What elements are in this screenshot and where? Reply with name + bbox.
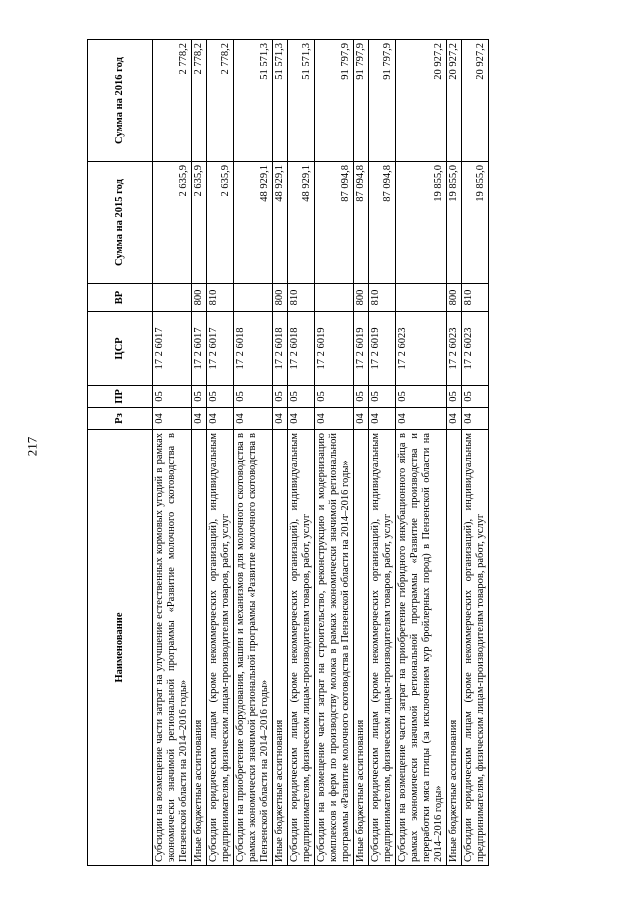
- table-row: [447, 40, 462, 866]
- row-sum-2016-cell: 2 778,2: [207, 40, 234, 162]
- row-vr-cell: 810: [288, 284, 315, 312]
- row-sum-2015-cell: 87 094,8: [354, 162, 369, 284]
- row-rz-cell: 04: [447, 408, 462, 430]
- row-pr-cell: 05: [288, 386, 315, 408]
- row-sum-2015-cell: 2 635,9: [153, 162, 192, 284]
- row-pr-cell: 05: [462, 386, 489, 408]
- row-name-cell: Иные бюджетные ассигнования: [273, 430, 288, 866]
- row-pr-cell: 05: [234, 386, 273, 408]
- table-row: [369, 40, 396, 866]
- row-rz-cell: 04: [153, 408, 192, 430]
- row-sum-2016-cell: 51 571,3: [234, 40, 273, 162]
- row-sum-2016-cell: 51 571,3: [288, 40, 315, 162]
- row-sum-2016-cell: 20 927,2: [396, 40, 447, 162]
- row-pr-cell: 05: [315, 386, 354, 408]
- row-sum-2015-cell: 48 929,1: [288, 162, 315, 284]
- row-sum-2015-cell: 19 855,0: [396, 162, 447, 284]
- row-csr-cell: 17 2 6019: [315, 312, 354, 386]
- row-pr-cell: 05: [153, 386, 192, 408]
- row-sum-2016-cell: 91 797,9: [354, 40, 369, 162]
- row-rz-cell: 04: [207, 408, 234, 430]
- row-sum-2016-cell: 91 797,9: [315, 40, 354, 162]
- row-pr-cell: 05: [192, 386, 207, 408]
- row-rz-cell: 04: [315, 408, 354, 430]
- row-csr-cell: 17 2 6018: [288, 312, 315, 386]
- row-pr-cell: 05: [447, 386, 462, 408]
- row-pr-cell: 05: [273, 386, 288, 408]
- row-vr-cell: 800: [273, 284, 288, 312]
- row-csr-cell: 17 2 6019: [354, 312, 369, 386]
- budget-table: [87, 39, 489, 866]
- row-vr-cell: [396, 284, 447, 312]
- table-row: [315, 40, 354, 866]
- row-pr-cell: 05: [369, 386, 396, 408]
- row-sum-2016-cell: 20 927,2: [447, 40, 462, 162]
- header-pr: ПР: [88, 386, 153, 408]
- row-sum-2016-cell: 2 778,2: [192, 40, 207, 162]
- row-csr-cell: 17 2 6017: [192, 312, 207, 386]
- row-name-cell: Субсидии юридическим лицам (кроме некоммерческих организаций), индивидуальным предпринимателям, физическим лицам-производителям товаров, работ, услуг: [207, 430, 234, 866]
- row-csr-cell: 17 2 6023: [396, 312, 447, 386]
- row-rz-cell: 04: [192, 408, 207, 430]
- row-rz-cell: 04: [354, 408, 369, 430]
- row-csr-cell: 17 2 6019: [369, 312, 396, 386]
- row-vr-cell: 800: [192, 284, 207, 312]
- row-name-cell: Иные бюджетные ассигнования: [447, 430, 462, 866]
- header-csr: ЦСР: [88, 312, 153, 386]
- row-csr-cell: 17 2 6018: [273, 312, 288, 386]
- row-vr-cell: 810: [369, 284, 396, 312]
- row-name-cell: Субсидии на возмещение части затрат на улучшение естественных кормовых угодий в рамках экономически значимой региональной программы «Развитие молочного скотоводства в Пензенской области на 2014–2016 годы»: [153, 430, 192, 866]
- header-rz: Рз: [88, 408, 153, 430]
- row-rz-cell: 04: [369, 408, 396, 430]
- row-sum-2016-cell: 2 778,2: [153, 40, 192, 162]
- row-vr-cell: [153, 284, 192, 312]
- row-sum-2016-cell: 91 797,9: [369, 40, 396, 162]
- row-rz-cell: 04: [396, 408, 447, 430]
- row-vr-cell: 810: [207, 284, 234, 312]
- row-sum-2015-cell: 19 855,0: [462, 162, 489, 284]
- row-csr-cell: 17 2 6017: [153, 312, 192, 386]
- row-csr-cell: 17 2 6023: [462, 312, 489, 386]
- row-sum-2015-cell: 87 094,8: [369, 162, 396, 284]
- row-csr-cell: 17 2 6023: [447, 312, 462, 386]
- row-vr-cell: [234, 284, 273, 312]
- page-number: 217: [24, 436, 40, 457]
- table-row: [234, 40, 273, 866]
- header-sum-2015: Сумма на 2015 год: [88, 162, 153, 284]
- row-sum-2016-cell: 51 571,3: [273, 40, 288, 162]
- table-row: [354, 40, 369, 866]
- row-sum-2015-cell: 2 635,9: [207, 162, 234, 284]
- table-row: [153, 40, 192, 866]
- row-sum-2015-cell: 48 929,1: [273, 162, 288, 284]
- row-rz-cell: 04: [462, 408, 489, 430]
- row-name-cell: Субсидии на приобретение оборудования, машин и механизмов для молочного скотоводства в рамках экономически значимой региональной программы «Развитие молочного скотоводства в Пензенской области на 2014–2016 годы»: [234, 430, 273, 866]
- row-name-cell: Иные бюджетные ассигнования: [354, 430, 369, 866]
- row-vr-cell: 800: [447, 284, 462, 312]
- row-rz-cell: 04: [288, 408, 315, 430]
- header-name: Наименование: [88, 430, 153, 866]
- row-sum-2015-cell: 2 635,9: [192, 162, 207, 284]
- table-body: [153, 40, 489, 866]
- row-csr-cell: 17 2 6017: [207, 312, 234, 386]
- table-row: [396, 40, 447, 866]
- table-row: [273, 40, 288, 866]
- row-vr-cell: 800: [354, 284, 369, 312]
- row-sum-2015-cell: 48 929,1: [234, 162, 273, 284]
- row-pr-cell: 05: [396, 386, 447, 408]
- row-sum-2016-cell: 20 927,2: [462, 40, 489, 162]
- row-csr-cell: 17 2 6018: [234, 312, 273, 386]
- row-name-cell: Иные бюджетные ассигнования: [192, 430, 207, 866]
- row-rz-cell: 04: [273, 408, 288, 430]
- row-pr-cell: 05: [207, 386, 234, 408]
- row-sum-2015-cell: 87 094,8: [315, 162, 354, 284]
- table-row: [288, 40, 315, 866]
- table-row: [207, 40, 234, 866]
- row-vr-cell: 810: [462, 284, 489, 312]
- rotated-page-content: [87, 40, 563, 866]
- row-pr-cell: 05: [354, 386, 369, 408]
- row-rz-cell: 04: [234, 408, 273, 430]
- header-sum-2016: Сумма на 2016 год: [88, 40, 153, 162]
- row-name-cell: Субсидии юридическим лицам (кроме некоммерческих организаций), индивидуальным предпринимателям, физическим лицам-производителям товаров, работ, услуг: [288, 430, 315, 866]
- row-name-cell: Субсидии на возмещение части затрат на приобретение гибридного инкубационного яйца в рамках экономически значимой региональной программы «Развитие производства и переработки мяса птицы (за исключением кур бройлерных пород) в Пензенской области на 2014–2016 годы»: [396, 430, 447, 866]
- table-row: [462, 40, 489, 866]
- row-vr-cell: [315, 284, 354, 312]
- table-row: [192, 40, 207, 866]
- row-name-cell: Субсидии юридическим лицам (кроме некоммерческих организаций), индивидуальным предпринимателям, физическим лицам-производителям товаров, работ, услуг: [462, 430, 489, 866]
- row-sum-2015-cell: 19 855,0: [447, 162, 462, 284]
- header-vr: ВР: [88, 284, 153, 312]
- row-name-cell: Субсидии юридическим лицам (кроме некоммерческих организаций), индивидуальным предпринимателям, физическим лицам-производителям товаров, работ, услуг: [369, 430, 396, 866]
- row-name-cell: Субсидии на возмещение части затрат на строительство, реконструкцию и модернизацию комплексов и ферм по производству молока в рамках экономически значимой региональной программы «Развитие молочного скотоводства в Пензенской области на 2014–2016 годы»: [315, 430, 354, 866]
- table-header-row: [88, 40, 153, 866]
